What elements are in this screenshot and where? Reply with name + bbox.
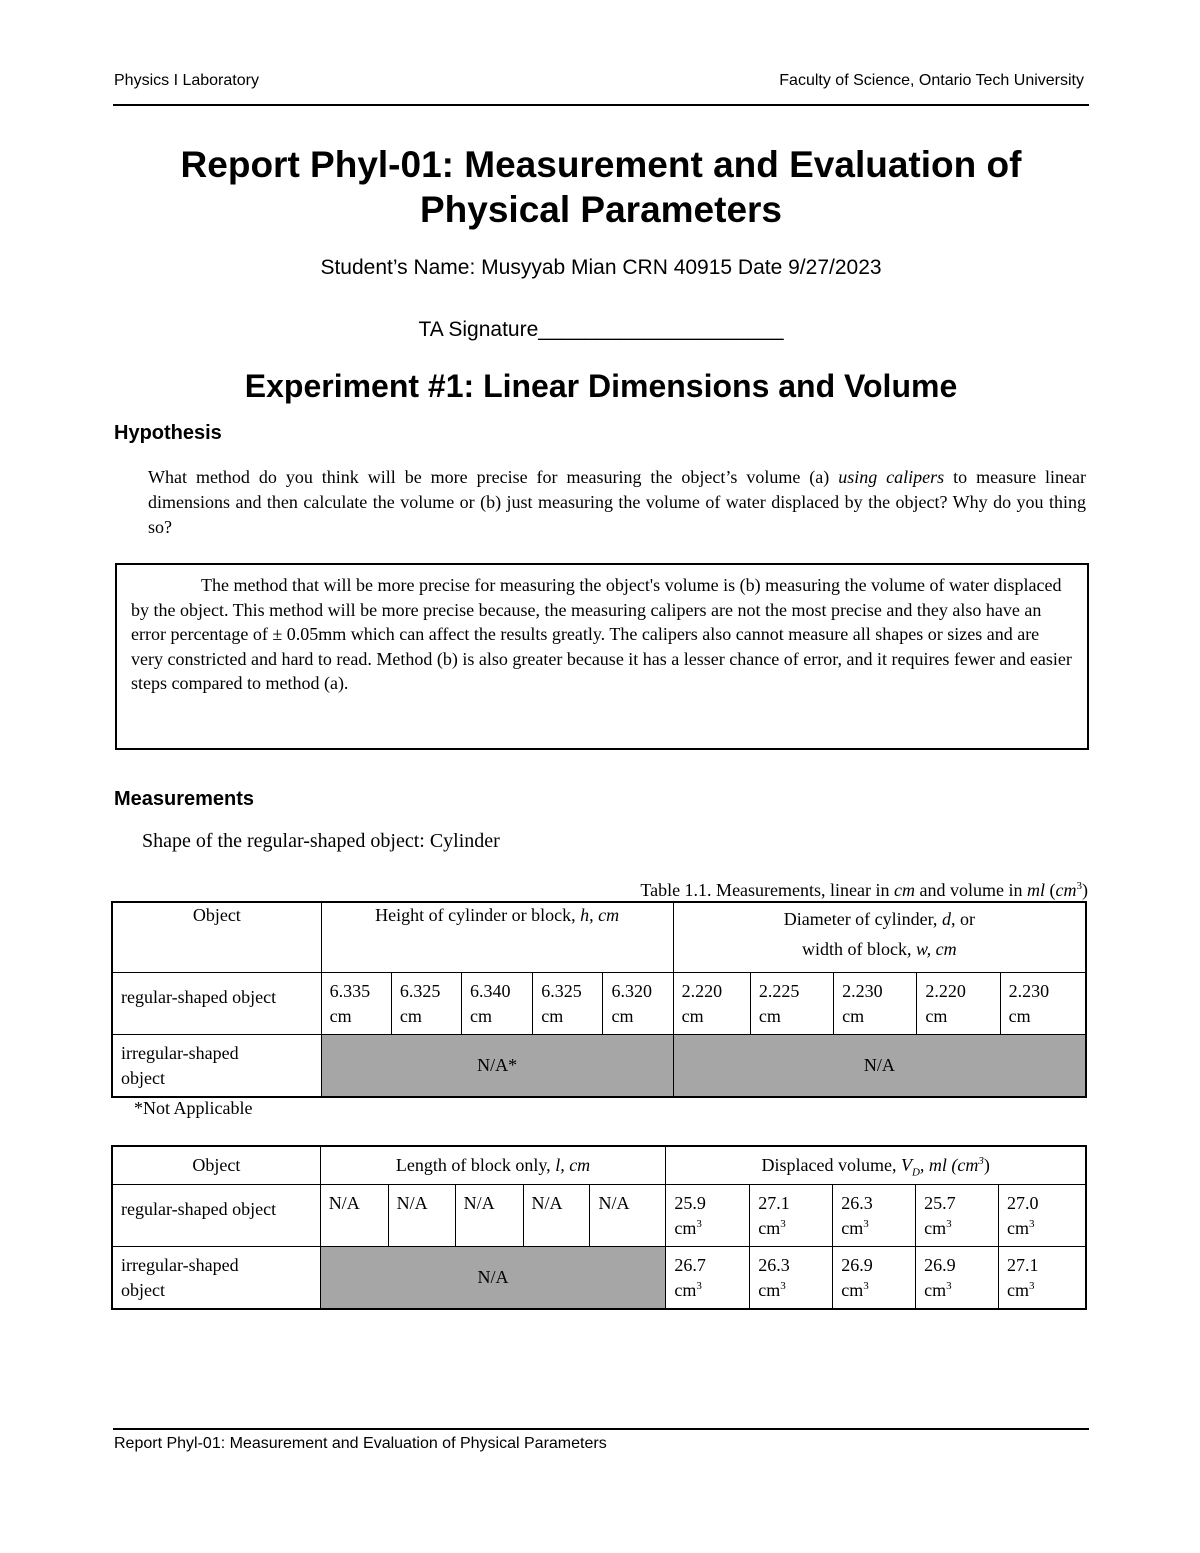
diameter-value: 2.220	[681, 981, 723, 1001]
volume-value: 26.3	[758, 1255, 790, 1275]
diameter-unit: cm	[842, 1006, 865, 1026]
volume-value: 25.9	[674, 1193, 706, 1213]
title-line-1: Report Phyl-01: Measurement and Evaluation of	[180, 144, 1022, 185]
shape-line: Shape of the regular-shaped object: Cylinder	[142, 830, 500, 852]
header-disp-text: Displaced volume,	[761, 1155, 901, 1175]
header-left: Physics I Laboratory	[114, 72, 259, 89]
length-cell: N/A	[590, 1185, 666, 1247]
diameter-unit: cm	[1008, 1006, 1031, 1026]
irregular-diameter-na: N/A	[673, 1035, 1085, 1097]
header-rule	[113, 104, 1089, 106]
header-width-var: w, cm	[916, 939, 957, 959]
volume-cell	[750, 1247, 833, 1309]
volume-value: 27.1	[1007, 1255, 1039, 1275]
volume-unit	[674, 1278, 741, 1303]
height-value: 6.325	[399, 981, 441, 1001]
caption-open: (	[1045, 880, 1056, 900]
volume-cell	[916, 1185, 999, 1247]
measurements-table-2	[112, 1146, 1086, 1309]
volume-unit	[841, 1216, 907, 1241]
caption-cm: cm	[894, 880, 916, 900]
height-unit: cm	[329, 1006, 352, 1026]
row-label-line-1: irregular-shaped	[121, 1043, 239, 1063]
caption-text-2: and volume in	[915, 880, 1027, 900]
height-cell	[533, 973, 603, 1035]
header-disp-sub: D	[911, 1166, 920, 1179]
volume-unit	[758, 1278, 824, 1303]
volume-unit-sup: 3	[863, 1218, 869, 1230]
header-diam-text: Diameter of cylinder,	[783, 909, 942, 929]
table-row	[113, 973, 1086, 1035]
diameter-value: 2.230	[1008, 981, 1050, 1001]
student-line: Student’s Name: Musyyab Mian CRN 40915 Date 9/27/2023	[320, 256, 882, 279]
diameter-cell	[750, 973, 833, 1035]
height-unit: cm	[399, 1006, 422, 1026]
footer-rule	[113, 1428, 1089, 1430]
header-right: Faculty of Science, Ontario Tech University	[779, 72, 1084, 89]
measurements-heading: Measurements	[114, 788, 255, 810]
header-length-var: l, cm	[555, 1155, 591, 1175]
volume-unit	[1007, 1216, 1077, 1241]
volume-unit-text: cm	[924, 1280, 947, 1300]
caption-text-1: Table 1.1. Measurements, linear in	[640, 880, 895, 900]
volume-unit-text: cm	[758, 1280, 781, 1300]
height-cell	[603, 973, 673, 1035]
height-value: 6.340	[470, 981, 511, 1001]
diameter-unit: cm	[925, 1006, 948, 1026]
height-cell	[321, 973, 391, 1035]
volume-unit-sup: 3	[1029, 1280, 1035, 1292]
hypothesis-heading: Hypothesis	[114, 422, 222, 444]
volume-cell	[833, 1247, 916, 1309]
diameter-value: 2.225	[758, 981, 800, 1001]
volume-value: 26.9	[924, 1255, 956, 1275]
header-object: Object	[113, 1147, 321, 1185]
volume-unit-text: cm	[841, 1280, 864, 1300]
volume-value: 26.3	[841, 1193, 873, 1213]
table-row	[113, 1247, 1086, 1309]
header-object: Object	[113, 903, 322, 973]
diameter-cell	[917, 973, 1000, 1035]
volume-value: 27.1	[758, 1193, 790, 1213]
length-cell: N/A	[320, 1185, 388, 1247]
diameter-value: 2.220	[925, 981, 966, 1001]
footer-text: Report Phyl-01: Measurement and Evaluation of Physical Parameters	[114, 1435, 607, 1452]
caption-cm-2: cm	[1055, 880, 1077, 900]
header-length	[320, 1147, 666, 1185]
volume-cell	[750, 1185, 833, 1247]
header-length-text: Length of block only,	[395, 1155, 556, 1175]
height-value: 6.320	[611, 981, 652, 1001]
table-row	[113, 1185, 1086, 1247]
volume-value: 25.7	[924, 1193, 956, 1213]
header-height-text: Height of cylinder or block,	[375, 905, 581, 925]
diameter-value: 2.230	[842, 981, 883, 1001]
header-diam-var: d	[941, 909, 951, 929]
volume-unit	[674, 1216, 741, 1241]
volume-unit-sup: 3	[696, 1218, 702, 1230]
volume-unit-sup: 3	[946, 1218, 952, 1230]
row-label-line-1: irregular-shaped	[121, 1255, 239, 1275]
height-unit: cm	[470, 1006, 493, 1026]
hypothesis-question	[148, 465, 1086, 540]
diameter-cell	[834, 973, 917, 1035]
height-unit: cm	[611, 1006, 634, 1026]
volume-unit	[758, 1216, 824, 1241]
length-cell: N/A	[455, 1185, 523, 1247]
volume-unit-text: cm	[1007, 1280, 1030, 1300]
report-title	[113, 142, 1089, 232]
volume-unit	[1007, 1278, 1077, 1303]
volume-unit-text: cm	[758, 1218, 781, 1238]
irregular-length-na: N/A	[320, 1247, 666, 1309]
header-disp-unit: , ml (cm	[919, 1155, 979, 1175]
volume-unit-text: cm	[674, 1280, 697, 1300]
volume-unit	[924, 1278, 990, 1303]
table-row	[113, 1147, 1086, 1185]
diameter-cell	[1000, 973, 1085, 1035]
row-label-irregular	[113, 1247, 321, 1309]
volume-unit-sup: 3	[780, 1280, 786, 1292]
row-label-line-2: object	[121, 1068, 165, 1088]
row-label-line-2: object	[121, 1280, 165, 1300]
header-disp-var	[900, 1155, 984, 1179]
height-unit: cm	[541, 1006, 564, 1026]
volume-unit-sup: 3	[696, 1280, 702, 1292]
row-label-irregular	[113, 1035, 322, 1097]
diameter-unit: cm	[758, 1006, 781, 1026]
title-line-2: Physical Parameters	[419, 189, 782, 230]
volume-cell	[916, 1247, 999, 1309]
volume-cell	[666, 1185, 750, 1247]
length-cell: N/A	[388, 1185, 455, 1247]
question-italic: using calipers	[838, 467, 945, 487]
caption-ml: ml	[1027, 880, 1045, 900]
diameter-cell	[673, 973, 750, 1035]
header-disp-sup: 3	[978, 1155, 984, 1167]
height-cell	[391, 973, 461, 1035]
hypothesis-answer: The method that will be more precise for measuring the object's volume is (b) measuring the volume of water displaced by the object. This method will be more precise because, the measuring calipers are not the most precise and they also have an error percentage of ± 0.05mm which can affect the results greatly. The calipers also cannot measure all shapes or sizes and are very constricted and hard to read. Method (b) is also greater because it has a lesser chance of error, and it requires fewer and easier steps compared to method (a).	[131, 575, 1072, 693]
header-width-text: width of block,	[802, 939, 916, 959]
volume-cell	[666, 1247, 750, 1309]
table-caption	[640, 880, 1088, 901]
question-part-2: to measure linear dimensions and then calculate the volume or (b) just measuring the volume of water displaced by the object? Why do you thing so?	[148, 467, 1086, 537]
not-applicable-note: *Not Applicable	[134, 1098, 253, 1118]
volume-unit-text: cm	[841, 1218, 864, 1238]
volume-unit-text: cm	[1007, 1218, 1030, 1238]
volume-unit-sup: 3	[863, 1280, 869, 1292]
volume-unit-text: cm	[674, 1218, 697, 1238]
question-part-1: What method do you think will be more precise for measuring the object’s volume (a)	[148, 467, 839, 487]
row-label-regular: regular-shaped object	[113, 1185, 321, 1247]
table-row	[113, 903, 1086, 973]
header-disp-close: )	[983, 1155, 990, 1175]
header-diameter-line-2	[682, 937, 1077, 962]
volume-unit-sup: 3	[1029, 1218, 1035, 1230]
volume-unit-sup: 3	[780, 1218, 786, 1230]
volume-cell	[833, 1185, 916, 1247]
header-displaced-volume	[666, 1147, 1086, 1185]
header-diam-or: , or	[950, 909, 975, 929]
row-label-regular: regular-shaped object	[113, 973, 322, 1035]
length-cell: N/A	[523, 1185, 590, 1247]
header-diameter-line-1	[682, 907, 1077, 932]
measurements-table-1	[112, 902, 1086, 1097]
header-diameter	[673, 903, 1085, 973]
header-disp-v: V	[900, 1155, 912, 1175]
caption-close: )	[1082, 880, 1088, 900]
height-value: 6.325	[541, 981, 582, 1001]
volume-unit	[924, 1216, 990, 1241]
height-value: 6.335	[329, 981, 371, 1001]
caption-sup: 3	[1076, 880, 1082, 892]
table-row	[113, 1035, 1086, 1097]
volume-value: 26.9	[841, 1255, 873, 1275]
irregular-height-na: N/A*	[321, 1035, 673, 1097]
height-cell	[462, 973, 533, 1035]
hypothesis-answer-box	[115, 563, 1089, 750]
volume-cell	[999, 1185, 1086, 1247]
volume-unit-sup: 3	[946, 1280, 952, 1292]
volume-cell	[999, 1247, 1086, 1309]
ta-signature: TA Signature_____________________	[418, 318, 784, 341]
diameter-unit: cm	[681, 1006, 704, 1026]
header-height-var: h, cm	[580, 905, 620, 925]
experiment-heading: Experiment #1: Linear Dimensions and Volume	[244, 368, 958, 404]
volume-value: 26.7	[674, 1255, 706, 1275]
volume-unit-text: cm	[924, 1218, 947, 1238]
header-height	[321, 903, 673, 973]
volume-value: 27.0	[1007, 1193, 1039, 1213]
volume-unit	[841, 1278, 907, 1303]
